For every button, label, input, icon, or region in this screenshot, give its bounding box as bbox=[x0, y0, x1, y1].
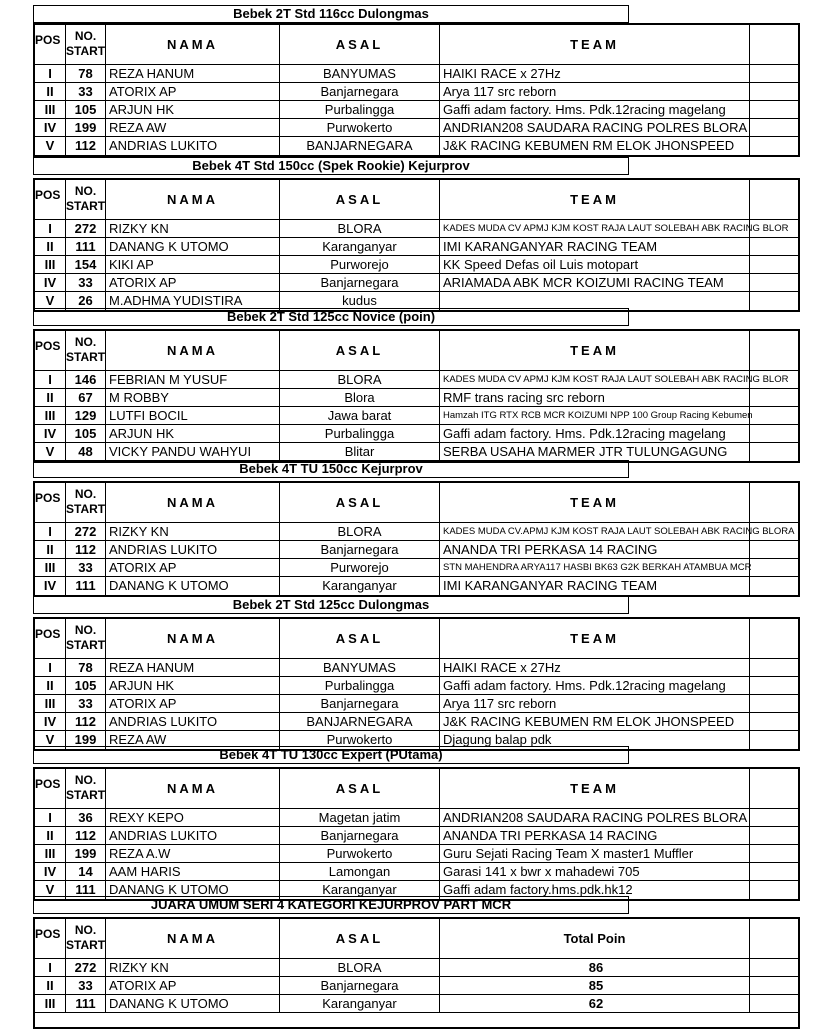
header-blank bbox=[750, 331, 798, 370]
results-table bbox=[33, 329, 800, 463]
header-asal: ASAL bbox=[280, 769, 440, 808]
table-row bbox=[35, 845, 798, 863]
blank-cell bbox=[750, 659, 798, 676]
section-title: Bebek 2T Std 125cc Novice (poin) bbox=[33, 308, 629, 326]
table-row bbox=[35, 541, 798, 559]
position-cell: III bbox=[35, 256, 66, 273]
team-cell: SERBA USAHA MARMER JTR TULUNGAGUNG bbox=[440, 443, 750, 461]
header-asal: ASAL bbox=[280, 331, 440, 370]
blank-cell bbox=[750, 995, 798, 1012]
start-number-cell: 272 bbox=[66, 959, 106, 976]
table-row bbox=[35, 559, 798, 577]
team-cell: ANANDA TRI PERKASA 14 RACING bbox=[440, 827, 750, 844]
team-cell: RMF trans racing src reborn bbox=[440, 389, 750, 406]
header-no-line1: NO. bbox=[74, 335, 97, 349]
header-no-line1: NO. bbox=[74, 923, 97, 937]
header-blank bbox=[750, 483, 798, 522]
team-cell: Hamzah ITG RTX RCB MCR KOIZUMI NPP 100 Group Racing Kebumen bbox=[440, 407, 750, 424]
header-nama: NAMA bbox=[106, 769, 280, 808]
start-number-cell: 199 bbox=[66, 731, 106, 749]
header-no-line1: NO. bbox=[74, 184, 97, 198]
position-cell: V bbox=[35, 881, 66, 899]
position-cell: III bbox=[35, 559, 66, 576]
start-number-cell: 48 bbox=[66, 443, 106, 461]
team-cell: STN MAHENDRA ARYA117 HASBI BK63 G2K BERKAH ATAMBUA MCR bbox=[440, 559, 750, 576]
start-number-cell: 33 bbox=[66, 274, 106, 291]
header-team: TEAM bbox=[440, 769, 750, 808]
position-cell: V bbox=[35, 292, 66, 310]
team-cell: IMI KARANGANYAR RACING TEAM bbox=[440, 577, 750, 595]
rider-name-cell: ANDRIAS LUKITO bbox=[106, 541, 280, 558]
summary-row bbox=[35, 959, 798, 977]
table-header-row bbox=[35, 619, 798, 659]
team-cell: Arya 117 src reborn bbox=[440, 695, 750, 712]
origin-cell: BANJARNEGARA bbox=[280, 137, 440, 155]
header-nama: NAMA bbox=[106, 919, 280, 958]
rider-name-cell: ARJUN HK bbox=[106, 425, 280, 442]
position-cell: III bbox=[35, 995, 66, 1012]
blank-cell bbox=[750, 256, 798, 273]
origin-cell: Purworejo bbox=[280, 256, 440, 273]
team-cell: ANDRIAN208 SAUDARA RACING POLRES BLORA bbox=[440, 119, 750, 136]
team-cell: Arya 117 src reborn bbox=[440, 83, 750, 100]
header-blank bbox=[750, 769, 798, 808]
blank-cell bbox=[750, 809, 798, 826]
rider-name-cell: ANDRIAS LUKITO bbox=[106, 713, 280, 730]
start-number-cell: 33 bbox=[66, 695, 106, 712]
position-cell: II bbox=[35, 541, 66, 558]
rider-name-cell: M.ADHMA YUDISTIRA bbox=[106, 292, 280, 310]
origin-cell: Purwokerto bbox=[280, 119, 440, 136]
header-nama: NAMA bbox=[106, 619, 280, 658]
header-no-start bbox=[66, 25, 106, 64]
position-cell: IV bbox=[35, 119, 66, 136]
blank-cell bbox=[750, 220, 798, 237]
start-number-cell: 154 bbox=[66, 256, 106, 273]
header-pos: POS bbox=[35, 25, 66, 64]
header-pos: POS bbox=[35, 331, 66, 370]
rider-name-cell: ATORIX AP bbox=[106, 977, 280, 994]
rider-name-cell: ANDRIAS LUKITO bbox=[106, 827, 280, 844]
header-no-line1: NO. bbox=[74, 487, 97, 501]
table-row bbox=[35, 274, 798, 292]
blank-cell bbox=[750, 274, 798, 291]
team-cell: Gaffi adam factory. Hms. Pdk.12racing magelang bbox=[440, 425, 750, 442]
origin-cell: kudus bbox=[280, 292, 440, 310]
start-number-cell: 78 bbox=[66, 659, 106, 676]
rider-name-cell: ATORIX AP bbox=[106, 695, 280, 712]
header-blank bbox=[750, 919, 798, 958]
team-cell: KADES MUDA CV APMJ KJM KOST RAJA LAUT SOLEBAH ABK RACING BLOR bbox=[440, 371, 750, 388]
start-number-cell: 33 bbox=[66, 559, 106, 576]
position-cell: I bbox=[35, 659, 66, 676]
blank-cell bbox=[750, 827, 798, 844]
rider-name-cell: REZA AW bbox=[106, 731, 280, 749]
origin-cell: Magetan jatim bbox=[280, 809, 440, 826]
table-row bbox=[35, 695, 798, 713]
table-row bbox=[35, 809, 798, 827]
start-number-cell: 14 bbox=[66, 863, 106, 880]
start-number-cell: 105 bbox=[66, 425, 106, 442]
rider-name-cell: LUTFI BOCIL bbox=[106, 407, 280, 424]
start-number-cell: 112 bbox=[66, 713, 106, 730]
header-nama: NAMA bbox=[106, 180, 280, 219]
table-row bbox=[35, 83, 798, 101]
position-cell: IV bbox=[35, 274, 66, 291]
position-cell: II bbox=[35, 389, 66, 406]
total-poin-cell: 62 bbox=[440, 995, 750, 1012]
team-cell: J&K RACING KEBUMEN RM ELOK JHONSPEED bbox=[440, 137, 750, 155]
header-no-line1: NO. bbox=[74, 29, 97, 43]
section-title: Bebek 2T Std 116cc Dulongmas bbox=[33, 5, 629, 23]
header-no-line2: START bbox=[66, 44, 106, 58]
table-row bbox=[35, 371, 798, 389]
header-no-start bbox=[66, 619, 106, 658]
header-team: TEAM bbox=[440, 619, 750, 658]
blank-cell bbox=[750, 559, 798, 576]
rider-name-cell: REZA HANUM bbox=[106, 659, 280, 676]
start-number-cell: 78 bbox=[66, 65, 106, 82]
blank-cell bbox=[750, 137, 798, 155]
rider-name-cell: M ROBBY bbox=[106, 389, 280, 406]
rider-name-cell: DANANG K UTOMO bbox=[106, 238, 280, 255]
results-table bbox=[33, 23, 800, 157]
table-row bbox=[35, 659, 798, 677]
table-row bbox=[35, 713, 798, 731]
position-cell: IV bbox=[35, 577, 66, 595]
blank-cell bbox=[750, 731, 798, 749]
blank-cell bbox=[750, 371, 798, 388]
header-pos: POS bbox=[35, 180, 66, 219]
header-no-start bbox=[66, 919, 106, 958]
header-no-line2: START bbox=[66, 638, 106, 652]
team-cell: KADES MUDA CV.APMJ KJM KOST RAJA LAUT SOLEBAH ABK RACING BLORA bbox=[440, 523, 750, 540]
header-blank bbox=[750, 619, 798, 658]
section-title: Bebek 4T Std 150cc (Spek Rookie) Kejurprov bbox=[33, 157, 629, 175]
blank-cell bbox=[750, 959, 798, 976]
header-team: TEAM bbox=[440, 483, 750, 522]
rider-name-cell: ATORIX AP bbox=[106, 559, 280, 576]
position-cell: IV bbox=[35, 713, 66, 730]
header-pos: POS bbox=[35, 483, 66, 522]
start-number-cell: 111 bbox=[66, 995, 106, 1012]
start-number-cell: 112 bbox=[66, 827, 106, 844]
origin-cell: Blitar bbox=[280, 443, 440, 461]
table-header-row bbox=[35, 25, 798, 65]
blank-cell bbox=[750, 389, 798, 406]
table-row bbox=[35, 407, 798, 425]
rider-name-cell: REZA A.W bbox=[106, 845, 280, 862]
team-cell: ANDRIAN208 SAUDARA RACING POLRES BLORA bbox=[440, 809, 750, 826]
start-number-cell: 111 bbox=[66, 577, 106, 595]
table-row bbox=[35, 677, 798, 695]
header-team: TEAM bbox=[440, 331, 750, 370]
header-nama: NAMA bbox=[106, 331, 280, 370]
origin-cell: Banjarnegara bbox=[280, 83, 440, 100]
table-row bbox=[35, 137, 798, 155]
position-cell: II bbox=[35, 977, 66, 994]
rider-name-cell: RIZKY KN bbox=[106, 523, 280, 540]
origin-cell: Karanganyar bbox=[280, 577, 440, 595]
header-no-start bbox=[66, 180, 106, 219]
origin-cell: Banjarnegara bbox=[280, 274, 440, 291]
position-cell: I bbox=[35, 65, 66, 82]
start-number-cell: 146 bbox=[66, 371, 106, 388]
team-cell: Djagung balap pdk bbox=[440, 731, 750, 749]
rider-name-cell: ARJUN HK bbox=[106, 101, 280, 118]
team-cell: J&K RACING KEBUMEN RM ELOK JHONSPEED bbox=[440, 713, 750, 730]
start-number-cell: 199 bbox=[66, 119, 106, 136]
team-cell: KADES MUDA CV APMJ KJM KOST RAJA LAUT SOLEBAH ABK RACING BLOR bbox=[440, 220, 750, 237]
header-no-line2: START bbox=[66, 938, 106, 952]
section-title: Bebek 4T TU 150cc Kejurprov bbox=[33, 460, 629, 478]
table-row bbox=[35, 577, 798, 595]
rider-name-cell: REZA AW bbox=[106, 119, 280, 136]
blank-cell bbox=[750, 101, 798, 118]
rider-name-cell: DANANG K UTOMO bbox=[106, 577, 280, 595]
header-team: TEAM bbox=[440, 180, 750, 219]
header-asal: ASAL bbox=[280, 483, 440, 522]
rider-name-cell: DANANG K UTOMO bbox=[106, 995, 280, 1012]
results-table bbox=[33, 617, 800, 751]
start-number-cell: 272 bbox=[66, 220, 106, 237]
team-cell: Gaffi adam factory.hms.pdk.hk12 bbox=[440, 881, 750, 899]
position-cell: IV bbox=[35, 863, 66, 880]
header-nama: NAMA bbox=[106, 483, 280, 522]
rider-name-cell: RIZKY KN bbox=[106, 959, 280, 976]
blank-cell bbox=[750, 713, 798, 730]
position-cell: V bbox=[35, 443, 66, 461]
start-number-cell: 112 bbox=[66, 137, 106, 155]
table-row bbox=[35, 443, 798, 461]
table-row bbox=[35, 220, 798, 238]
start-number-cell: 26 bbox=[66, 292, 106, 310]
position-cell: I bbox=[35, 809, 66, 826]
team-cell: ARIAMADA ABK MCR KOIZUMI RACING TEAM bbox=[440, 274, 750, 291]
total-poin-cell: 85 bbox=[440, 977, 750, 994]
origin-cell: Banjarnegara bbox=[280, 827, 440, 844]
blank-cell bbox=[750, 238, 798, 255]
team-cell: Gaffi adam factory. Hms. Pdk.12racing magelang bbox=[440, 101, 750, 118]
table-row bbox=[35, 256, 798, 274]
origin-cell: BLORA bbox=[280, 959, 440, 976]
origin-cell: Karanganyar bbox=[280, 995, 440, 1012]
origin-cell: Purworejo bbox=[280, 559, 440, 576]
blank-cell bbox=[750, 65, 798, 82]
section-title: Bebek 4T TU 130cc Expert (PUtama) bbox=[33, 746, 629, 764]
position-cell: V bbox=[35, 731, 66, 749]
header-team: TEAM bbox=[440, 25, 750, 64]
table-header-row bbox=[35, 769, 798, 809]
table-header-row bbox=[35, 919, 798, 959]
header-pos: POS bbox=[35, 619, 66, 658]
origin-cell: Purbalingga bbox=[280, 677, 440, 694]
origin-cell: Banjarnegara bbox=[280, 695, 440, 712]
header-no-line2: START bbox=[66, 788, 106, 802]
team-cell: Garasi 141 x bwr x mahadewi 705 bbox=[440, 863, 750, 880]
blank-cell bbox=[750, 83, 798, 100]
team-cell: KK Speed Defas oil Luis motopart bbox=[440, 256, 750, 273]
position-cell: II bbox=[35, 238, 66, 255]
results-table bbox=[33, 178, 800, 312]
header-no-line2: START bbox=[66, 502, 106, 516]
rider-name-cell: ANDRIAS LUKITO bbox=[106, 137, 280, 155]
origin-cell: Purwokerto bbox=[280, 731, 440, 749]
header-pos: POS bbox=[35, 919, 66, 958]
header-asal: ASAL bbox=[280, 180, 440, 219]
header-no-start bbox=[66, 331, 106, 370]
team-cell: IMI KARANGANYAR RACING TEAM bbox=[440, 238, 750, 255]
total-poin-cell: 86 bbox=[440, 959, 750, 976]
header-total-poin: Total Poin bbox=[440, 919, 750, 958]
rider-name-cell: AAM HARIS bbox=[106, 863, 280, 880]
origin-cell: Lamongan bbox=[280, 863, 440, 880]
blank-cell bbox=[750, 677, 798, 694]
blank-cell bbox=[750, 881, 798, 899]
blank-cell bbox=[750, 977, 798, 994]
trailing-blank-row bbox=[35, 1013, 798, 1027]
summary-table bbox=[33, 917, 800, 1029]
header-nama: NAMA bbox=[106, 25, 280, 64]
team-cell: Gaffi adam factory. Hms. Pdk.12racing magelang bbox=[440, 677, 750, 694]
start-number-cell: 105 bbox=[66, 677, 106, 694]
table-header-row bbox=[35, 180, 798, 220]
team-cell: HAIKI RACE x 27Hz bbox=[440, 659, 750, 676]
origin-cell: Karanganyar bbox=[280, 881, 440, 899]
header-blank bbox=[750, 180, 798, 219]
blank-cell bbox=[750, 577, 798, 595]
rider-name-cell: VICKY PANDU WAHYUI bbox=[106, 443, 280, 461]
rider-name-cell: ATORIX AP bbox=[106, 83, 280, 100]
blank-cell bbox=[750, 695, 798, 712]
origin-cell: Blora bbox=[280, 389, 440, 406]
position-cell: V bbox=[35, 137, 66, 155]
position-cell: III bbox=[35, 101, 66, 118]
team-cell: ANANDA TRI PERKASA 14 RACING bbox=[440, 541, 750, 558]
start-number-cell: 36 bbox=[66, 809, 106, 826]
origin-cell: Jawa barat bbox=[280, 407, 440, 424]
start-number-cell: 112 bbox=[66, 541, 106, 558]
rider-name-cell: FEBRIAN M YUSUF bbox=[106, 371, 280, 388]
table-row bbox=[35, 238, 798, 256]
start-number-cell: 33 bbox=[66, 977, 106, 994]
blank-cell bbox=[750, 863, 798, 880]
summary-row bbox=[35, 977, 798, 995]
blank-cell bbox=[750, 523, 798, 540]
origin-cell: Karanganyar bbox=[280, 238, 440, 255]
results-table bbox=[33, 767, 800, 901]
position-cell: I bbox=[35, 959, 66, 976]
start-number-cell: 111 bbox=[66, 238, 106, 255]
origin-cell: Banjarnegara bbox=[280, 541, 440, 558]
table-header-row bbox=[35, 483, 798, 523]
position-cell: III bbox=[35, 695, 66, 712]
team-cell: Guru Sejati Racing Team X master1 Muffler bbox=[440, 845, 750, 862]
origin-cell: Banjarnegara bbox=[280, 977, 440, 994]
position-cell: III bbox=[35, 845, 66, 862]
header-asal: ASAL bbox=[280, 25, 440, 64]
origin-cell: BLORA bbox=[280, 220, 440, 237]
start-number-cell: 67 bbox=[66, 389, 106, 406]
origin-cell: Purbalingga bbox=[280, 425, 440, 442]
origin-cell: BANJARNEGARA bbox=[280, 713, 440, 730]
header-pos: POS bbox=[35, 769, 66, 808]
start-number-cell: 33 bbox=[66, 83, 106, 100]
summary-row bbox=[35, 995, 798, 1013]
table-row bbox=[35, 425, 798, 443]
header-no-line1: NO. bbox=[74, 773, 97, 787]
position-cell: I bbox=[35, 371, 66, 388]
start-number-cell: 129 bbox=[66, 407, 106, 424]
origin-cell: Purwokerto bbox=[280, 845, 440, 862]
position-cell: IV bbox=[35, 425, 66, 442]
blank-cell bbox=[750, 541, 798, 558]
header-asal: ASAL bbox=[280, 619, 440, 658]
position-cell: III bbox=[35, 407, 66, 424]
start-number-cell: 111 bbox=[66, 881, 106, 899]
header-no-line2: START bbox=[66, 350, 106, 364]
table-row bbox=[35, 389, 798, 407]
header-no-start bbox=[66, 769, 106, 808]
origin-cell: Purbalingga bbox=[280, 101, 440, 118]
start-number-cell: 272 bbox=[66, 523, 106, 540]
table-row bbox=[35, 863, 798, 881]
table-row bbox=[35, 827, 798, 845]
position-cell: I bbox=[35, 220, 66, 237]
position-cell: II bbox=[35, 677, 66, 694]
rider-name-cell: RIZKY KN bbox=[106, 220, 280, 237]
origin-cell: BLORA bbox=[280, 523, 440, 540]
position-cell: II bbox=[35, 83, 66, 100]
table-row bbox=[35, 523, 798, 541]
blank-cell bbox=[750, 407, 798, 424]
summary-title: JUARA UMUM SERI 4 KATEGORI KEJURPROV PART MCR bbox=[33, 896, 629, 914]
blank-cell bbox=[750, 845, 798, 862]
results-table bbox=[33, 481, 800, 597]
position-cell: II bbox=[35, 827, 66, 844]
blank-cell bbox=[750, 425, 798, 442]
table-row bbox=[35, 101, 798, 119]
header-no-line2: START bbox=[66, 199, 106, 213]
position-cell: I bbox=[35, 523, 66, 540]
header-no-start bbox=[66, 483, 106, 522]
header-asal: ASAL bbox=[280, 919, 440, 958]
table-header-row bbox=[35, 331, 798, 371]
rider-name-cell: DANANG K UTOMO bbox=[106, 881, 280, 899]
start-number-cell: 199 bbox=[66, 845, 106, 862]
blank-cell bbox=[750, 119, 798, 136]
rider-name-cell: REXY KEPO bbox=[106, 809, 280, 826]
blank-cell bbox=[750, 292, 798, 310]
team-cell: HAIKI RACE x 27Hz bbox=[440, 65, 750, 82]
blank-cell bbox=[750, 443, 798, 461]
origin-cell: BANYUMAS bbox=[280, 65, 440, 82]
rider-name-cell: ATORIX AP bbox=[106, 274, 280, 291]
rider-name-cell: REZA HANUM bbox=[106, 65, 280, 82]
table-row bbox=[35, 119, 798, 137]
header-blank bbox=[750, 25, 798, 64]
table-row bbox=[35, 65, 798, 83]
header-no-line1: NO. bbox=[74, 623, 97, 637]
start-number-cell: 105 bbox=[66, 101, 106, 118]
origin-cell: BLORA bbox=[280, 371, 440, 388]
rider-name-cell: ARJUN HK bbox=[106, 677, 280, 694]
section-title: Bebek 2T Std 125cc Dulongmas bbox=[33, 596, 629, 614]
origin-cell: BANYUMAS bbox=[280, 659, 440, 676]
rider-name-cell: KIKI AP bbox=[106, 256, 280, 273]
